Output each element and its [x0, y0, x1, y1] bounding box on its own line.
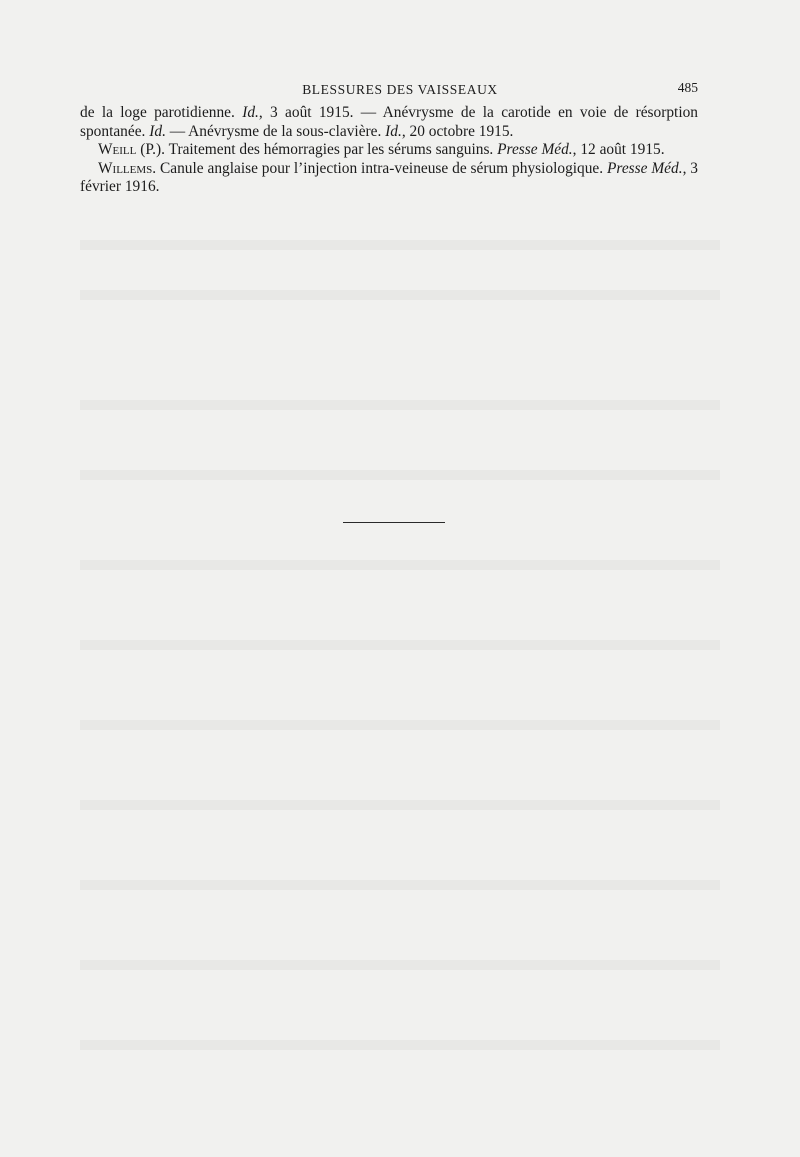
show-through-line	[80, 880, 720, 890]
entry-title: Canule anglaise pour l’injection intra-veineuse de sérum physiologique.	[160, 159, 607, 177]
bibliography-block	[80, 104, 698, 197]
author-name: Willems	[98, 159, 153, 177]
show-through-line	[80, 470, 720, 480]
entry-title: Traitement des hémorragies par les sérums sanguins.	[168, 141, 498, 159]
show-through-line	[80, 1040, 720, 1050]
entry-date: , 12 août 1915.	[572, 141, 665, 159]
journal-name: Presse Méd.	[607, 159, 683, 177]
show-through-line	[80, 240, 720, 250]
show-through-line	[80, 720, 720, 730]
show-through-line	[80, 290, 720, 300]
journal-name: Presse Méd.	[497, 141, 573, 159]
show-through-line	[80, 800, 720, 810]
entry-date: , 3 février 1916.	[80, 159, 698, 196]
text-run: , 3 août 1915. — Anévrysme de la carotide en voie de résorption spontanée.	[80, 104, 699, 140]
section-end-rule	[343, 522, 445, 523]
text-run: , 20 octobre 1915.	[401, 122, 514, 140]
text-run: de la loge parotidienne.	[80, 104, 243, 121]
ibid-abbrev: Id.	[242, 104, 259, 121]
ibid-abbrev: Id.	[149, 122, 166, 140]
running-header	[0, 82, 800, 102]
text-run: — Anévrysme de la sous-clavière.	[165, 122, 386, 140]
ibid-abbrev: Id.	[385, 122, 402, 140]
bibliography-continuation	[80, 104, 698, 141]
author-initial: .	[152, 159, 160, 177]
running-title: BLESSURES DES VAISSEAUX	[302, 82, 498, 97]
author-initial: (P.).	[136, 141, 169, 159]
show-through-line	[80, 560, 720, 570]
show-through-line	[80, 960, 720, 970]
bibliography-entry	[80, 141, 698, 160]
author-name: Weill	[98, 141, 137, 159]
bibliography-entry	[80, 160, 698, 197]
show-through-line	[80, 640, 720, 650]
show-through-line	[80, 400, 720, 410]
page-number: 485	[677, 80, 698, 95]
